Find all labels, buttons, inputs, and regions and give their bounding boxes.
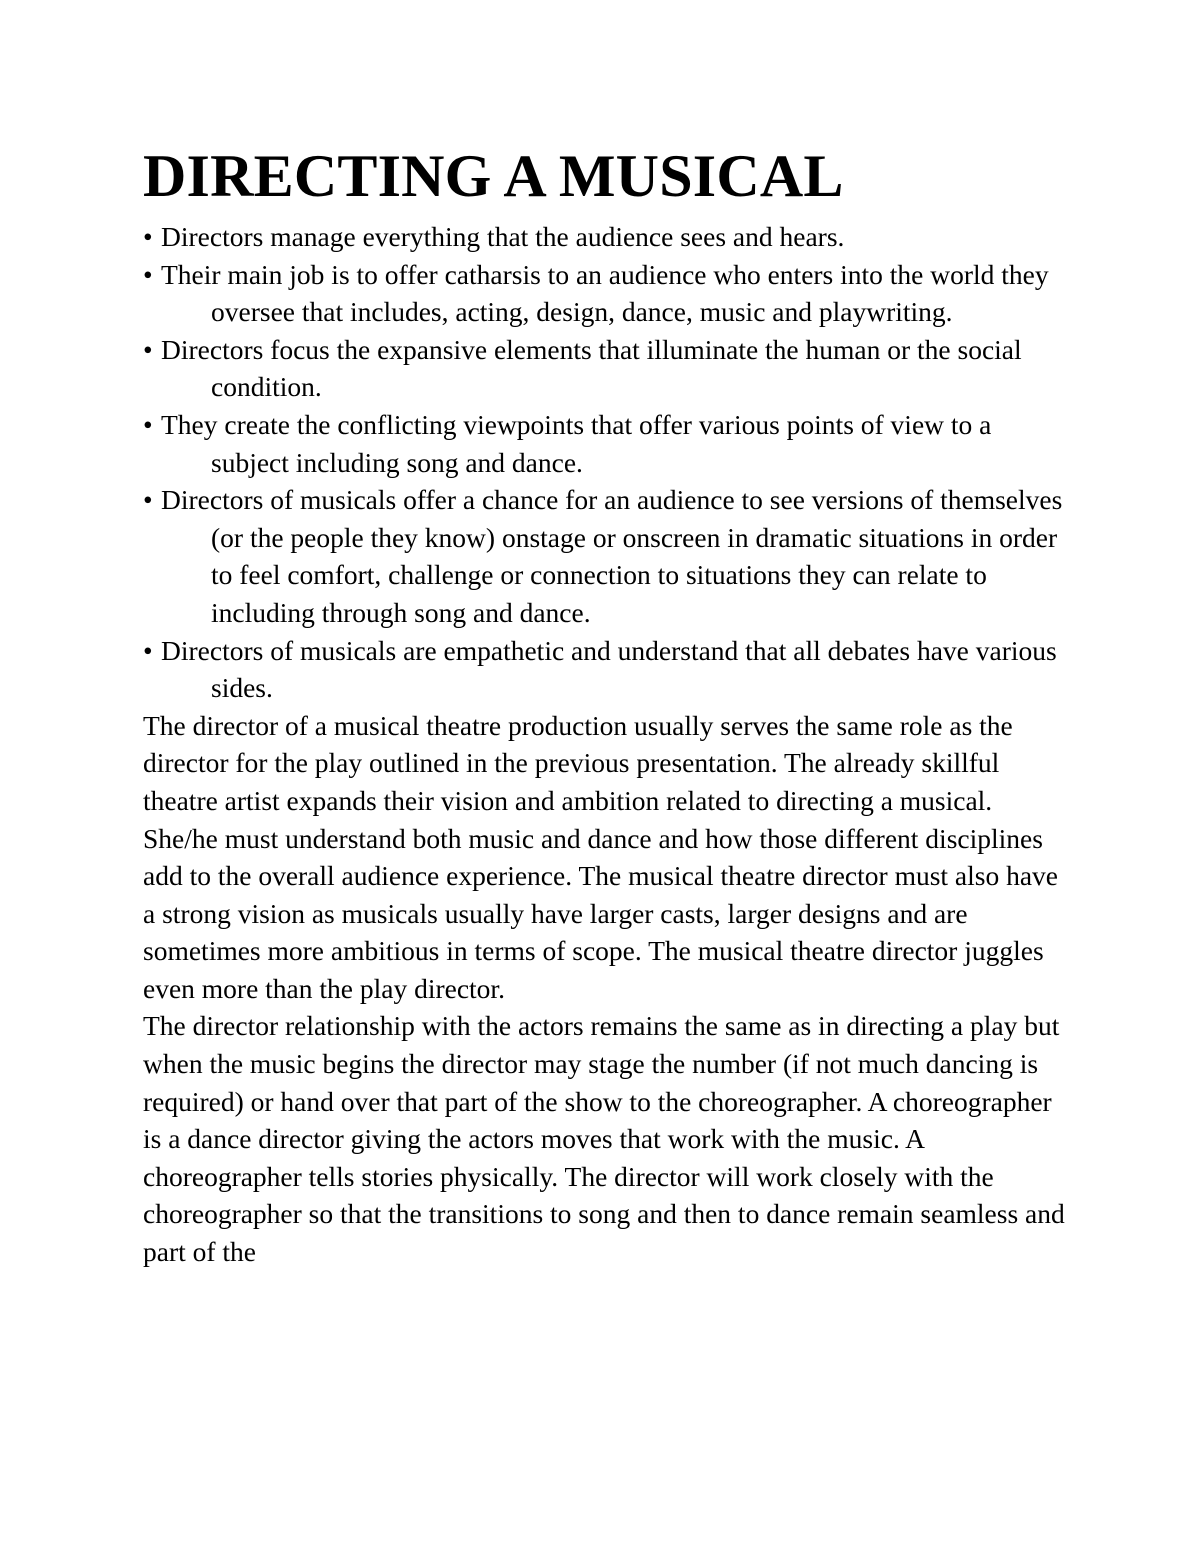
document-title: DIRECTING A MUSICAL bbox=[143, 143, 844, 209]
bullet-text: Directors of musicals offer a chance for an audience to see versions of themselves (or the people they know) onstage or onscreen in dramatic situations in order to feel comfort, challenge or connection to situations they can relate to including through song and dance. bbox=[161, 484, 1063, 628]
bullet-text: Directors focus the expansive elements that illuminate the human or the social condition. bbox=[161, 333, 1022, 403]
bullet-text: They create the conflicting viewpoints that offer various points of view to a subject including song and dance. bbox=[161, 408, 992, 478]
bullet-item bbox=[143, 256, 1073, 331]
bullet-item bbox=[143, 632, 1073, 707]
bullet-text: Directors manage everything that the audience sees and hears. bbox=[161, 221, 845, 252]
bullet-icon: • bbox=[143, 634, 153, 666]
bullet-icon: • bbox=[143, 484, 153, 516]
bullet-item bbox=[143, 331, 1073, 406]
body-paragraph: The director relationship with the actors remains the same as in directing a play but when the music begins the director may stage the number (if not much dancing is required) or hand over that part of the show to the choreographer. A choreographer is a dance director giving the actors moves that work with the music. A choreographer tells stories physically. The director will work closely with the choreographer so that the transitions to song and then to dance remain seamless and part of the bbox=[143, 1010, 1065, 1268]
bullet-item bbox=[143, 406, 1073, 481]
bullet-icon: • bbox=[143, 221, 153, 252]
document-page bbox=[143, 140, 1073, 1271]
bullet-icon: • bbox=[143, 258, 153, 290]
bullet-list bbox=[143, 218, 1073, 707]
bullet-icon: • bbox=[143, 333, 153, 365]
bullet-text: Directors of musicals are empathetic and understand that all debates have various sides. bbox=[161, 634, 1057, 704]
bullet-item bbox=[143, 481, 1073, 631]
bullet-icon: • bbox=[143, 408, 153, 440]
bullet-text: Their main job is to offer catharsis to an audience who enters into the world they oversee that includes, acting, design, dance, music and playwriting. bbox=[161, 258, 1049, 328]
bullet-item bbox=[143, 218, 1073, 256]
body-paragraph: The director of a musical theatre production usually serves the same role as the director for the play outlined in the previous presentation. The already skillful theatre artist expands their vision and ambition related to directing a musical. She/he must understand both music and dance and how those different disciplines add to the overall audience experience. The musical theatre director must also have a strong vision as musicals usually have larger casts, larger designs and are sometimes more ambitious in terms of scope. The musical theatre director juggles even more than the play director. bbox=[143, 709, 1059, 1004]
